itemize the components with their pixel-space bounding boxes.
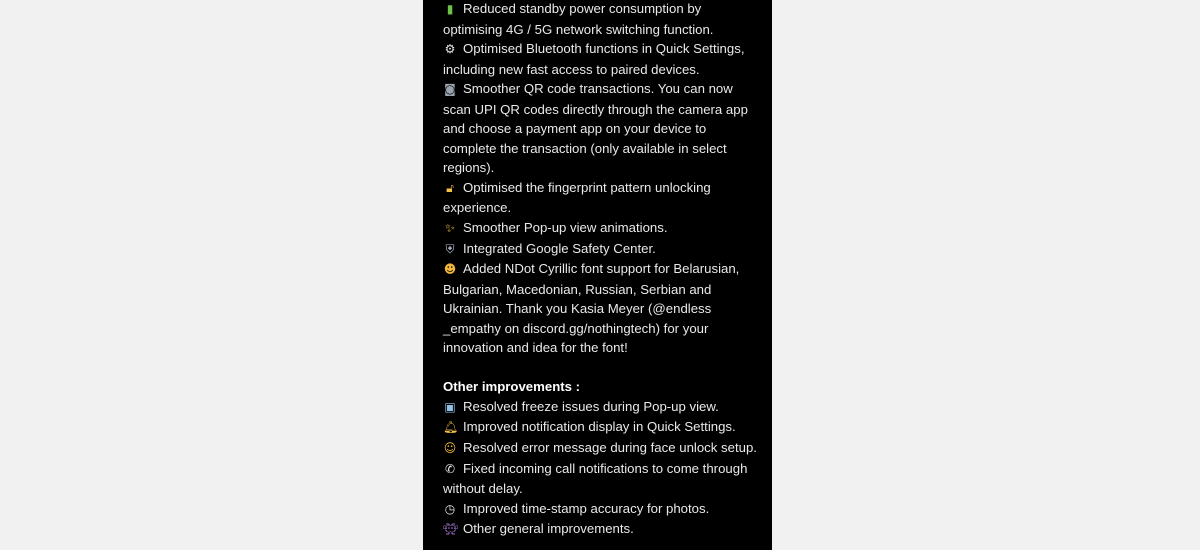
telephone-receiver-icon: ✆ [444,461,456,476]
changelog-item-power [443,0,761,39]
alien-monster-icon: 👾︎ [443,522,459,537]
improvement-item-text: Improved notification display in Quick Settings. [463,419,736,435]
section-spacer [443,358,761,378]
other-improvements-heading: Other improvements : [443,379,581,395]
changelog-item-text: Smoother QR code transactions. You can now scan UPI QR codes directly through the camera app and choose a payment app on your device to complete the transaction (only available in select regions). [443,81,748,176]
improvement-item-text: Resolved error message during face unlock setup. [463,440,757,456]
improvement-item-timestamp [443,499,761,520]
changelog-item-text: Added NDot Cyrillic font support for Belarusian, Bulgarian, Macedonian, Russian, Serbian and Ukrainian. Thank you Kasia Meyer (@endless _empathy on discord.gg/nothingtech) for your innovation and idea for the font! [443,261,740,356]
changelog-item-text: Optimised the fingerprint pattern unlocking experience. [443,179,711,216]
gear-icon: ⚙ [444,42,456,57]
changelog-item-font [443,259,761,358]
changelog-item-text: Integrated Google Safety Center. [463,240,656,256]
improvement-item-notification [443,417,761,438]
improvement-item-text: Resolved freeze issues during Pop-up view. [463,398,719,414]
improvement-item-text: Fixed incoming call notifications to come through without delay. [443,460,748,497]
clock-icon: ◷ [444,501,456,516]
bell-icon: 🔔︎ [443,420,459,435]
changelog-item-text: Reduced standby power consumption by optimising 4G / 5G network switching function. [443,1,714,37]
sparkles-icon: ✨︎ [445,221,455,236]
improvement-item-freeze [443,397,761,418]
changelog-item-fingerprint [443,178,761,218]
changelog-list [443,0,761,540]
changelog-item-bluetooth [443,39,761,79]
battery-icon: ▮ [446,2,454,16]
changelog-item-qr [443,79,761,178]
phone-screen [423,0,772,550]
changelog-item-safety [443,239,761,260]
face-without-mouth-icon: ☺ [443,441,457,456]
star-struck-face-icon: ☻ [443,262,457,277]
changelog-item-text: Optimised Bluetooth functions in Quick Settings, including new fast access to paired devices. [443,41,745,77]
improvement-item-text: Improved time-stamp accuracy for photos. [463,500,710,516]
improvement-item-text: Other general improvements. [463,521,634,537]
improvement-item-general [443,519,761,540]
camera-icon: ◙ [444,82,456,97]
improvement-item-face-unlock [443,438,761,459]
improvement-item-calls [443,459,761,499]
changelog-item-animations [443,218,761,239]
framed-picture-icon: ▣ [444,399,456,414]
unlocked-padlock-icon: 🔓︎ [446,180,454,195]
changelog-item-text: Smoother Pop-up view animations. [463,220,668,236]
shield-icon: ⛨ [445,241,455,256]
